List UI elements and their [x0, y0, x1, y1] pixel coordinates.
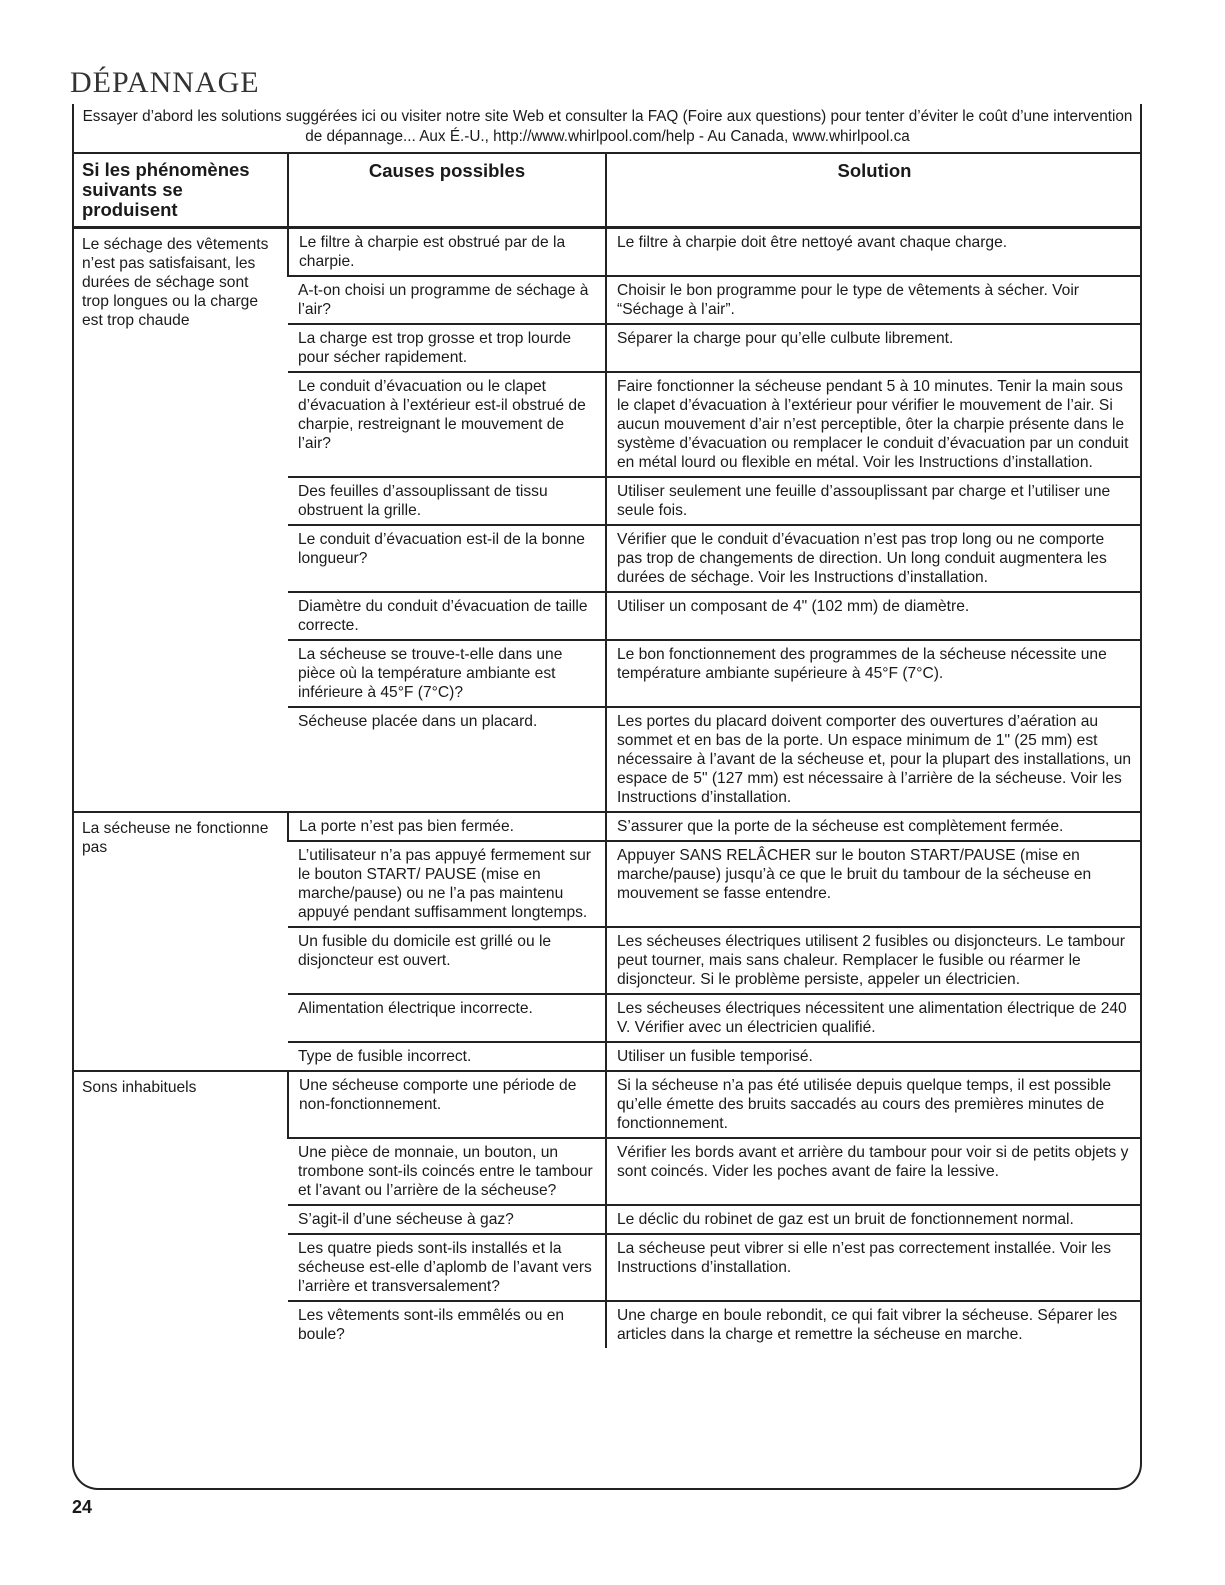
cause-cell: Une pièce de monnaie, un bouton, un trombone sont-ils coincés entre le tambour et l’avant ou l’arrière de la sécheuse? [288, 1138, 606, 1205]
symptom-cell: La sécheuse ne fonctionne pas [72, 812, 288, 1071]
page-number: 24 [72, 1497, 93, 1517]
cause-cell: Une sécheuse comporte une période de non-fonctionnement. [288, 1071, 606, 1138]
table-header-row [72, 153, 1142, 228]
cause-cell: Le conduit d’évacuation est-il de la bonne longueur? [288, 525, 606, 592]
solution-cell: Faire fonctionner la sécheuse pendant 5 à 10 minutes. Tenir la main sous le clapet d’évacuation à l’extérieur pour vérifier le mouvement de l’air. Si aucun mouvement d’air n’est perceptible, ôter la charpie présente dans le système d’évacuation ou remplacer le conduit d’évacuation par un conduit en métal lourd ou flexible en métal. Voir les Instructions d’installation. [606, 372, 1142, 477]
table-body [72, 228, 1142, 1349]
solution-cell: Le bon fonctionnement des programmes de la sécheuse nécessite une température ambiante supérieure à 45°F (7°C). [606, 640, 1142, 707]
solution-cell: Utiliser seulement une feuille d’assouplissant par charge et l’utiliser une seule fois. [606, 477, 1142, 525]
cause-cell: Les vêtements sont-ils emmêlés ou en boule? [298, 1307, 565, 1343]
cause-cell: La sécheuse se trouve-t-elle dans une pièce où la température ambiante est inférieure à 45°F (7°C)? [288, 640, 606, 707]
solution-cell: S’assurer que la porte de la sécheuse est complètement fermée. [606, 812, 1142, 841]
solution-cell: Une charge en boule rebondit, ce qui fait vibrer la sécheuse. Séparer les articles dans la charge et remettre la sécheuse en marche. [606, 1301, 1142, 1348]
cause-cell: S’agit-il d’une sécheuse à gaz? [288, 1205, 606, 1234]
cause-cell: Type de fusible incorrect. [288, 1042, 606, 1071]
cause-cell: La charge est trop grosse et trop lourde pour sécher rapidement. [288, 324, 606, 372]
symptom-cell: Le séchage des vêtements n’est pas satisfaisant, les durées de séchage sont trop longues ou la charge est trop chaude [72, 228, 288, 813]
page-title: DÉPANNAGE [70, 66, 260, 99]
table-row [72, 1071, 1142, 1138]
cause-cell: A-t-on choisi un programme de séchage à l’air? [288, 276, 606, 324]
solution-cell: Vérifier que le conduit d’évacuation n’est pas trop long ou ne comporte pas trop de changements de direction. Un long conduit augmentera les durées de séchage. Voir les Instructions d’installation. [606, 525, 1142, 592]
solution-cell: Le déclic du robinet de gaz est un bruit de fonctionnement normal. [606, 1205, 1142, 1234]
cause-cell: Sécheuse placée dans un placard. [288, 707, 606, 812]
solution-cell: Séparer la charge pour qu’elle culbute librement. [606, 324, 1142, 372]
solution-cell: Si la sécheuse n’a pas été utilisée depuis quelque temps, il est possible qu’elle émette des bruits saccadés au cours des premières minutes de fonctionnement. [606, 1071, 1142, 1138]
header-solution: Solution [606, 153, 1142, 228]
solution-cell: Les sécheuses électriques nécessitent une alimentation électrique de 240 V. Vérifier avec un électricien qualifié. [606, 994, 1142, 1042]
cause-cell: Le conduit d’évacuation ou le clapet d’évacuation à l’extérieur est-il obstrué de charpie, restreignant le mouvement de l’air? [288, 372, 606, 477]
cause-cell: Le filtre à charpie est obstrué par de la charpie. [288, 228, 606, 277]
cause-cell: Des feuilles d’assouplissant de tissu obstruent la grille. [288, 477, 606, 525]
solution-cell: Les sécheuses électriques utilisent 2 fusibles ou disjoncteurs. Le tambour peut tourner, mais sans chaleur. Remplacer le fusible ou réarmer le disjoncteur. Si le problème persiste, appeler un électricien. [606, 927, 1142, 994]
header-cause: Causes possibles [288, 153, 606, 228]
solution-cell: Appuyer SANS RELÂCHER sur le bouton START/PAUSE (mise en marche/pause) jusqu’à ce que le bruit du tambour de la sécheuse en mouvement se fasse entendre. [606, 841, 1142, 927]
header-symptom: Si les phénomènes suivants se produisent [72, 153, 288, 228]
cause-cell: Les quatre pieds sont-ils installés et la sécheuse est-elle d’aplomb de l’avant vers l’arrière et transversalement? [288, 1234, 606, 1301]
cause-cell: La porte n’est pas bien fermée. [288, 812, 606, 841]
solution-cell: Choisir le bon programme pour le type de vêtements à sécher. Voir “Séchage à l’air”. [606, 276, 1142, 324]
table-row [72, 228, 1142, 277]
solution-cell: Les portes du placard doivent comporter des ouvertures d’aération au sommet et en bas de la porte. Un espace minimum de 1" (25 mm) est nécessaire à l’avant de la sécheuse et, pour la plupart des installations, un espace de 5" (127 mm) est nécessaire à l’arrière de la sécheuse. Voir les Instructions d’installation. [606, 707, 1142, 812]
cause-cell: Un fusible du domicile est grillé ou le disjoncteur est ouvert. [288, 927, 606, 994]
solution-cell: La sécheuse peut vibrer si elle n’est pas correctement installée. Voir les Instructions d’installation. [606, 1234, 1142, 1301]
cause-cell: Diamètre du conduit d’évacuation de taille correcte. [288, 592, 606, 640]
table-row [72, 812, 1142, 841]
solution-cell: Utiliser un composant de 4" (102 mm) de diamètre. [606, 592, 1142, 640]
symptom-cell: Sons inhabituels [82, 1079, 197, 1096]
solution-cell: Le filtre à charpie doit être nettoyé avant chaque charge. [606, 228, 1142, 277]
intro-text: Essayer d’abord les solutions suggérées ici ou visiter notre site Web et consulter la FAQ (Foire aux questions) pour tenter d’éviter le coût d’une intervention de dépannage... Aux É.-U., http://www.whirlpool.com/help - Au Canada, www.whirlpool.ca [82, 108, 1133, 145]
troubleshooting-table [72, 152, 1142, 1348]
cause-cell: Alimentation électrique incorrecte. [288, 994, 606, 1042]
solution-cell: Utiliser un fusible temporisé. [606, 1042, 1142, 1071]
cause-cell: L’utilisateur n’a pas appuyé fermement sur le bouton START/ PAUSE (mise en marche/pause) ou ne l’a pas maintenu appuyé pendant suffisamment longtemps. [288, 841, 606, 927]
solution-cell: Vérifier les bords avant et arrière du tambour pour voir si de petits objets y sont coincés. Vider les poches avant de faire la lessive. [606, 1138, 1142, 1205]
